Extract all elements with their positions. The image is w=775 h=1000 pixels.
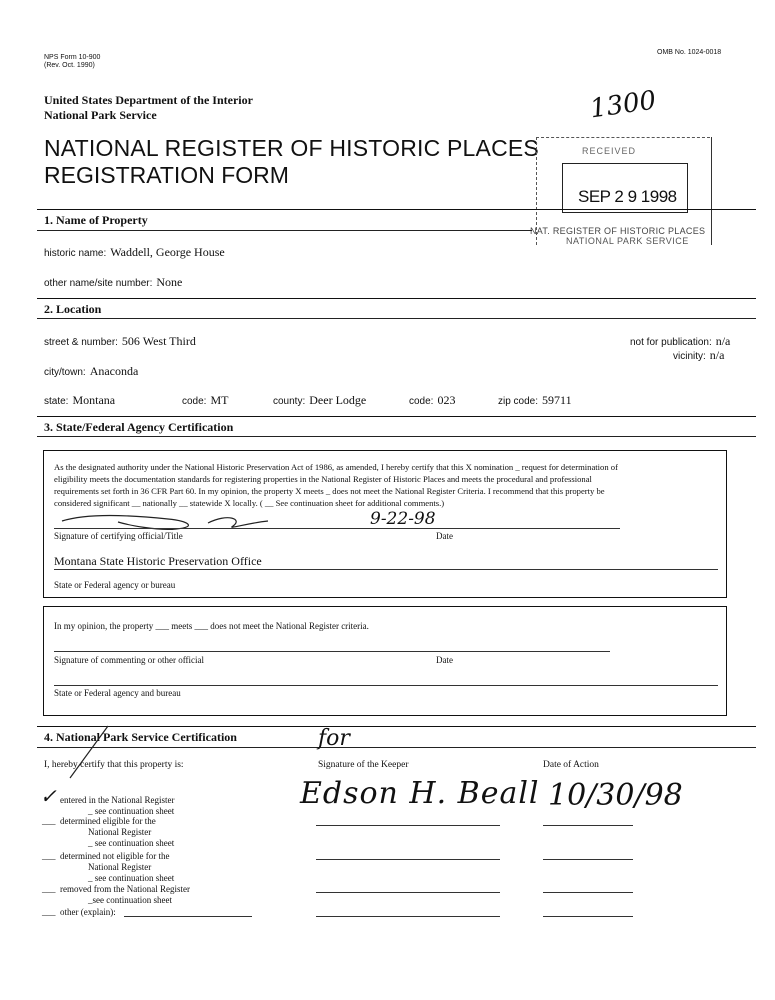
- state-certification-box: [43, 450, 727, 598]
- for-note: for: [318, 726, 350, 751]
- action-date-label: Date of Action: [543, 760, 599, 770]
- street-row: [44, 332, 196, 350]
- status-entered: entered in the National Register: [60, 795, 175, 805]
- keeper-label: Signature of the Keeper: [318, 760, 409, 770]
- status-eligible-2: National Register: [88, 827, 152, 837]
- date-line-2: [543, 859, 633, 860]
- cert-text-line4: considered significant __ nationally __ statewide X locally. ( __ See continuation sheet for additional comments.): [54, 498, 445, 508]
- service: National Park Service: [44, 108, 157, 122]
- section3-top-rule: [37, 416, 756, 417]
- signature-line: [54, 528, 620, 529]
- section3-heading: 3. State/Federal Agency Certification: [44, 420, 234, 434]
- zip-label: zip code:: [498, 396, 539, 407]
- county-label: county:: [273, 396, 306, 407]
- other-name-value: None: [156, 275, 183, 289]
- department: United States Department of the Interior: [44, 93, 253, 107]
- section2-bottom-rule: [37, 318, 756, 319]
- status-other: other (explain):: [60, 907, 116, 917]
- status-removed-sub: _see continuation sheet: [88, 895, 172, 905]
- cert-text-line3: requirements set forth in 36 CFR Part 60. In my opinion, the property X meets _ does not meet the National Register Criteria. I recommend that this property be: [54, 486, 605, 496]
- certify-line: I, hereby certify that this property is:: [44, 760, 184, 770]
- keeper-line-4: [316, 916, 500, 917]
- other-explain-line: [124, 916, 252, 917]
- state-code-row: [182, 391, 228, 409]
- vicinity-label: vicinity:: [673, 351, 706, 362]
- omb-number: OMB No. 1024-0018: [657, 49, 722, 56]
- status-eligible: determined eligible for the: [60, 816, 156, 826]
- county-code-label: code:: [409, 396, 434, 407]
- status-not-eligible-mark: ___: [42, 851, 56, 861]
- keeper-line-1: [316, 825, 500, 826]
- other-name-row: [44, 273, 182, 291]
- section4-top-rule: [37, 726, 756, 727]
- state-code-label: code:: [182, 396, 207, 407]
- county-code-value: 023: [437, 393, 456, 407]
- keeper-signature: Edson H. Beall: [300, 776, 540, 811]
- section1-top-rule: [37, 209, 756, 210]
- nfp-label: not for publication:: [630, 337, 712, 348]
- date-line-1: [543, 825, 633, 826]
- section4-heading: 4. National Park Service Certification: [44, 730, 237, 744]
- vicinity-value: n/a: [709, 348, 725, 362]
- form-title-line1: NATIONAL REGISTER OF HISTORIC PLACES: [44, 135, 539, 161]
- city-label: city/town:: [44, 367, 86, 378]
- received-stamp: [530, 137, 712, 247]
- office-line: [54, 569, 718, 570]
- state-value: Montana: [72, 393, 116, 407]
- form-revision: (Rev. Oct. 1990): [44, 62, 95, 69]
- zip-row: [498, 391, 572, 409]
- zip-value: 59711: [542, 393, 572, 407]
- street-value: 506 West Third: [121, 334, 196, 348]
- keeper-line-2: [316, 859, 500, 860]
- status-removed-mark: ___: [42, 884, 56, 894]
- county-value: Deer Lodge: [309, 393, 367, 407]
- slash-mark: [60, 722, 120, 782]
- commenting-official-box: [43, 606, 727, 716]
- status-not-eligible-2: National Register: [88, 862, 152, 872]
- nfp-value: n/a: [715, 334, 731, 348]
- comment-signature-line: [54, 651, 610, 652]
- stamp-date: SEP 2 9 1998: [578, 187, 677, 206]
- handwritten-number: 1300: [588, 85, 658, 125]
- bureau2-label: State or Federal agency and bureau: [54, 688, 181, 698]
- state-row: [44, 391, 115, 409]
- street-label: street & number:: [44, 337, 118, 348]
- certifying-date: 9-22-98: [370, 509, 436, 529]
- opinion-text: In my opinion, the property ___ meets ___ does not meet the National Register criteria.: [54, 621, 369, 631]
- comment-date-label: Date: [436, 655, 453, 665]
- action-date: 10/30/98: [548, 778, 683, 813]
- form-title-line2: REGISTRATION FORM: [44, 162, 289, 188]
- city-value: Anaconda: [89, 364, 139, 378]
- other-name-label: other name/site number:: [44, 278, 153, 289]
- status-eligible-mark: ___: [42, 816, 56, 826]
- status-not-eligible-sub: _ see continuation sheet: [88, 873, 175, 883]
- status-entered-sub: _ see continuation sheet: [88, 806, 175, 816]
- section1-heading: 1. Name of Property: [44, 213, 148, 227]
- status-other-mark: ___: [42, 907, 56, 917]
- comment-signature-label: Signature of commenting or other official: [54, 655, 205, 665]
- status-not-eligible: determined not eligible for the: [60, 851, 170, 861]
- stamp-received: RECEIVED: [582, 146, 637, 156]
- date-line-3: [543, 892, 633, 893]
- section3-bottom-rule: [37, 436, 756, 437]
- cert-text-line2: eligibility meets the documentation standards for registering properties in the National Register of Historic Places and meets the procedural and professional: [54, 474, 592, 484]
- historic-name-value: Waddell, George House: [110, 245, 225, 259]
- stamp-line1: NAT. REGISTER OF HISTORIC PLACES: [530, 226, 706, 236]
- signature-label: Signature of certifying official/Title: [54, 531, 183, 541]
- section2-top-rule: [37, 298, 756, 299]
- stamp-line2: NATIONAL PARK SERVICE: [566, 236, 689, 246]
- bureau2-line: [54, 685, 718, 686]
- county-code-row: [409, 391, 455, 409]
- section2-heading: 2. Location: [44, 302, 102, 316]
- county-row: [273, 391, 366, 409]
- state-code-value: MT: [210, 393, 229, 407]
- section1-bottom-rule: [37, 230, 532, 231]
- historic-name-label: historic name:: [44, 248, 107, 259]
- office-name: Montana State Historic Preservation Office: [54, 554, 262, 568]
- section4-bottom-rule: [37, 747, 756, 748]
- check-mark: ✓: [40, 784, 57, 808]
- date-line-4: [543, 916, 633, 917]
- state-label: state:: [44, 396, 69, 407]
- bureau-label: State or Federal agency or bureau: [54, 580, 176, 590]
- historic-name-row: [44, 243, 225, 261]
- status-eligible-sub: _ see continuation sheet: [88, 838, 175, 848]
- vicinity-row: [673, 346, 724, 364]
- date-label: Date: [436, 531, 453, 541]
- cert-text-line1: As the designated authority under the National Historic Preservation Act of 1986, as amended, I hereby certify that this X nomination _ request for determination of: [54, 462, 618, 472]
- status-removed: removed from the National Register: [60, 884, 190, 894]
- form-number: NPS Form 10-900: [44, 54, 101, 61]
- keeper-line-3: [316, 892, 500, 893]
- city-row: [44, 362, 138, 380]
